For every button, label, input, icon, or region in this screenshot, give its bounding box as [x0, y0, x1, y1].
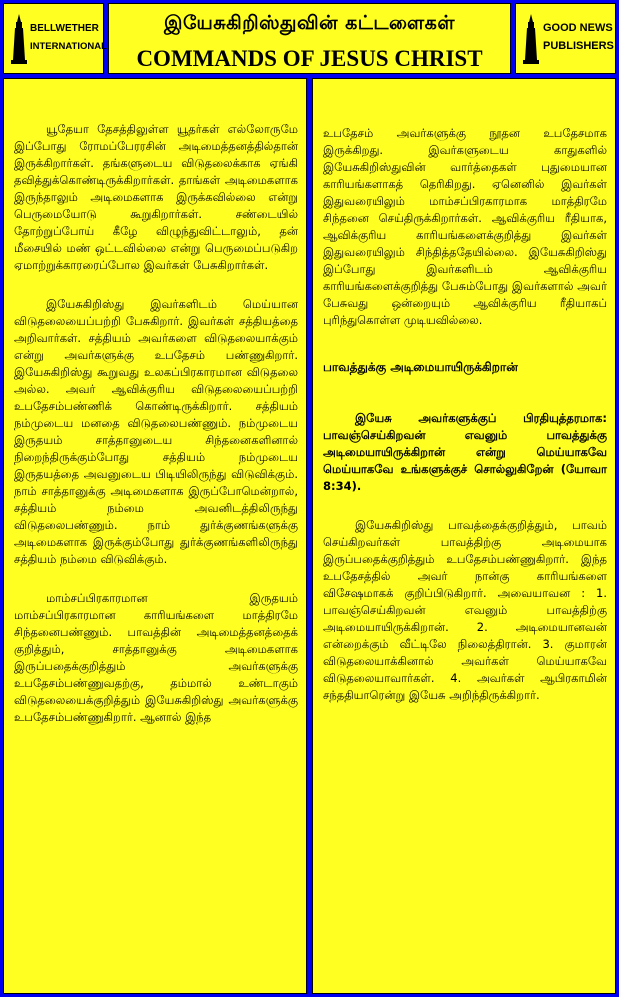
- section-heading: பாவத்துக்கு அடிமையாயிருக்கிறான்: [323, 360, 518, 374]
- right-logo-line1: GOOD NEWS: [543, 22, 613, 34]
- right-logo-line2: PUBLISHERS: [543, 40, 614, 52]
- paragraph: உபதேசம் அவர்களுக்கு நூதன உபதேசமாக இருக்கிறது. இவர்களுடைய காதுகளில் இயேசுகிறிஸ்துவின் வார்த்தைகள் புதுமையான காரியங்களாகத் தெரிகிறது. ஏனெனில் இவர்கள் இதுவரையிலும் மாம்சப்பிரகாரமாக மாத்திரமே சிந்தனை செய்திருக்கிறார்கள். ஆவிக்குரிய ரீதியாக, ஆவிக்குரிய காரியங்களைக்குறித்து இவர்கள் இதுவரையிலும் சிந்தித்ததேயில்லை. இயேசுகிறிஸ்து இப்போது இவர்களிடம் ஆவிக்குரிய காரியங்களைக்குறித்து பேசும்போது இவர்களால் அவர் பேசுவது ஒன்றையும் ஆவிக்குரிய ரீதியாகப் புரிந்துகொள்ள முடியவில்லை.: [323, 126, 607, 327]
- title-banner: [108, 3, 511, 74]
- left-column: [3, 78, 307, 994]
- page-title-tamil: இயேசுகிறிஸ்துவின் கட்டளைகள்: [164, 12, 455, 34]
- good-news-logo: [515, 3, 616, 74]
- paragraph: இயேசுகிறிஸ்து இவர்களிடம் மெய்யான விடுதலையைப்பற்றி பேசுகிறார். இவர்கள் சத்தியத்தை அறிவார்கள். சத்தியம் அவர்களை விடுதலையாக்கும் என்று அவர்களுக்கு உபதேசம் பண்ணுகிறார். இயேசுகிறிஸ்து கூறுவது உலகப்பிரகாரமான விடுதலை அல்ல. அவர் ஆவிக்குரிய விடுதலையைப்பற்றி உபதேசம்பண்ணிக் கொண்டிருக்கிறார். சத்தியம் நம்முடைய மனதை விடுதலைபண்ணும். நம்முடைய இருதயம் சாத்தானுடைய சிந்தனைகளினால் நிறைந்திருக்கும்போது சத்தியம் நம்முடைய இருதயத்தை அவனுடைய பிடியிலிருந்து விடுவிக்கும். நாம் சாத்தானுக்கு அடிமைகளாக இருப்போமென்றால், சத்தியம் நம்மை அவனிடத்திலிருந்து விடுதலைபண்ணும். நாம் துர்க்குணங்களுக்கு அடிமைகளாக இருக்கும்போது துர்க்குணங்களிலிருந்து சத்தியம் நம்மை விடுவிக்கும்.: [14, 297, 298, 566]
- left-logo-line2: INTERNATIONAL: [30, 41, 107, 52]
- paragraph: யூதேயா தேசத்திலுள்ள யூதர்கள் எல்லோருமே இப்போது ரோமப்பேரரசின் அடிமைத்தனத்தில்தான் இருக்கிறார்கள். தங்களுடைய விடுதலைக்காக ஏங்கி தவித்துக்கொண்டிருக்கிறார்கள். தாங்கள் அடிமைகளாக இருந்தாலும் அடிமைகளாக இருக்கவில்லை என்று பெருமையோடு கூறுகிறார்கள். சண்டையில் தோற்றுப்போய் கீழே விழுந்துவிட்டாலும், தன் மீசையில் மண் ஒட்டவில்லை என்று பெருமைப்படுகிற ஏமாற்றுக்காரரைப்போல இவர்கள் பேசுகிறார்கள்.: [14, 122, 298, 272]
- tower-icon: [9, 14, 29, 64]
- right-column: [312, 78, 616, 994]
- scripture-quote: இயேசு அவர்களுக்குப் பிரதியுத்தரமாக: பாவஞ்செய்கிறவன் எவனும் பாவத்துக்கு அடிமையாயிருக்கிறான் என்று மெய்யாகவே மெய்யாகவே உங்களுக்குச் சொல்லுகிறேன் (யோவா 8:34).: [323, 411, 607, 493]
- tower-icon: [521, 14, 541, 64]
- page-title-english: COMMANDS OF JESUS CHRIST: [136, 46, 483, 71]
- paragraph: மாம்சப்பிரகாரமான இருதயம் மாம்சப்பிரகாரமான காரியங்களை மாத்திரமே சிந்தனைபண்ணும். பாவத்தின் அடிமைத்தனத்தைக் குறித்தும், சாத்தானுக்கு அடிமைகளாக இருப்பதைக்குறித்தும் அவர்களுக்கு உபதேசம்பண்ணுவதற்கு, தம்மால் உண்டாகும் விடுதலையைக்குறித்தும் இயேசுகிறிஸ்து அவர்களுக்கு உபதேசம்பண்ணுகிறார். ஆனால் இந்த: [14, 591, 298, 724]
- paragraph: இயேசுகிறிஸ்து பாவத்தைக்குறித்தும், பாவம் செய்கிறவர்கள் பாவத்திற்கு அடிமையாக இருப்பதைக்குறித்தும் உபதேசம்பண்ணுகிறார். இந்த உபதேசத்தில் அவர் நான்கு காரியங்களை விசேஷமாகக் குறிப்பிடுகிறார். அவையாவன : 1. பாவஞ்செய்கிறவன் எவனும் பாவத்திற்கு அடிமையாயிருக்கிறான். 2. அடிமையானவன் என்றைக்கும் வீட்டிலே நிலைத்திரான். 3. குமாரன் விடுதலையாக்கினால் அவர்கள் மெய்யாகவே விடுதலையாவார்கள். 4. அவர்கள் ஆபிரகாமின் சந்ததியாரென்று இயேசு அறிந்திருக்கிறார்.: [323, 518, 607, 702]
- left-logo-line1: BELLWETHER: [30, 23, 99, 34]
- bellwether-logo: [3, 3, 107, 74]
